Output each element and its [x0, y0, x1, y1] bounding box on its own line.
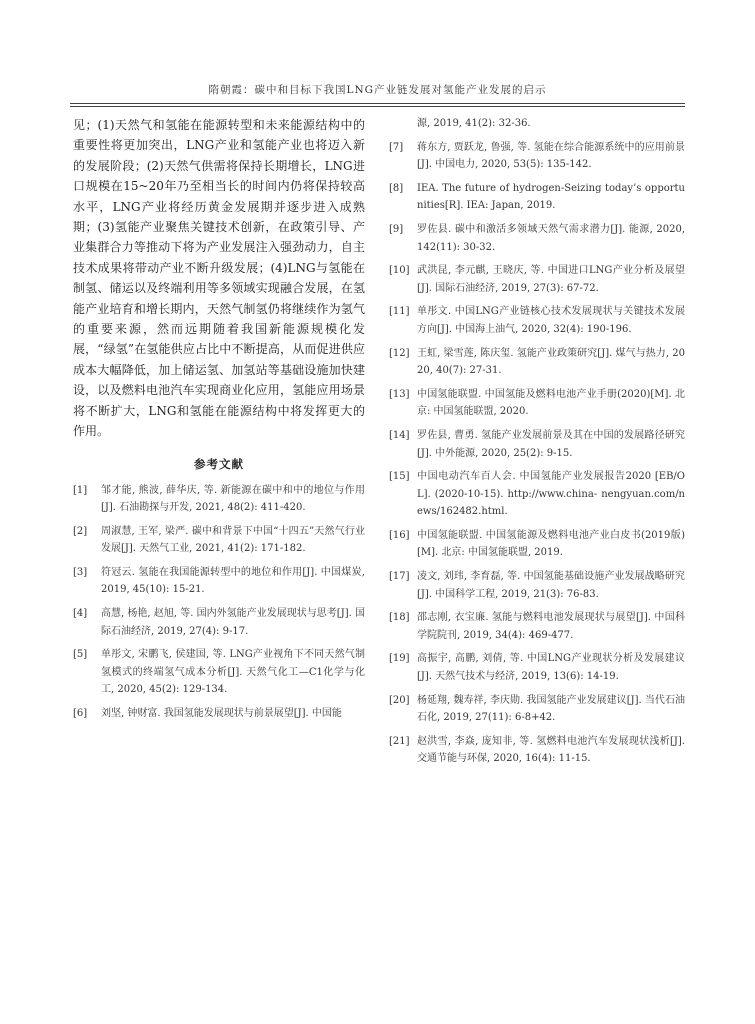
reference-text: 罗佐县, 曹勇. 氢能产业发展前景及其在中国的发展路径研究[J]. 中外能源, 2020, 25(2): 9-15. — [417, 429, 685, 459]
reference-number: [21] — [389, 735, 410, 747]
running-header: 隋朝霞：碳中和目标下我国LNG产业链发展对氢能产业发展的启示 — [208, 84, 547, 96]
reference-item — [389, 180, 685, 215]
reference-number: [10] — [389, 265, 410, 277]
reference-item — [389, 345, 685, 380]
reference-text: 王虹, 梁雪莲, 陈庆玺. 氢能产业政策研究[J]. 煤气与热力, 2020, 40(7): 27-31. — [417, 347, 685, 377]
reference-text: 单彤文, 宋鹏飞, 侯建国, 等. LNG产业视角下不同天然气制氢模式的终端氢气成本分析[J]. 天然气化工—C1化学与化工, 2020, 45(2): 129-134. — [101, 649, 365, 696]
reference-text: 周淑慧, 王军, 梁严. 碳中和背景下中国“十四五”天然气行业发展[J]. 天然气工业, 2021, 41(2): 171-182. — [101, 525, 365, 555]
reference-item — [389, 650, 685, 685]
reference-number: [14] — [389, 429, 410, 441]
reference-number: [9] — [389, 223, 404, 235]
reference-item — [389, 427, 685, 462]
reference-text: 中国氢能联盟. 中国氢能及燃料电池产业手册(2020)[M]. 北京: 中国氢能联盟, 2020. — [417, 388, 685, 418]
reference-text: 凌文, 刘玮, 李育磊, 等. 中国氢能基础设施产业发展战略研究[J]. 中国科学工程, 2019, 21(3): 76-83. — [417, 571, 685, 600]
references-heading: 参考文献 — [194, 456, 244, 471]
reference-text: 单彤文. 中国LNG产业链核心技术发展现状与关键技术发展方向[J]. 中国海上油气, 2020, 32(4): 190-196. — [417, 306, 685, 335]
reference-text: 中国电动汽车百人会. 中国氢能产业发展报告2020 [EB/OL]. (2020-10-15). http://www.china- nengyuan.com/news/162482.html. — [417, 471, 685, 518]
reference-text: 高慧, 杨艳, 赵旭, 等. 国内外氢能产业发展现状与思考[J]. 国际石油经济, 2019, 27(4): 9-17. — [101, 608, 365, 637]
reference-number: [3] — [73, 566, 88, 578]
reference-item — [389, 386, 685, 421]
header-rule-bottom — [70, 106, 685, 107]
reference-text: 高振宇, 高鹏, 刘倩, 等. 中国LNG产业现状分析及发展建议[J]. 天然气技术与经济, 2019, 13(6): 14-19. — [417, 653, 685, 683]
reference-number: [2] — [73, 525, 88, 537]
reference-item — [389, 221, 685, 256]
reference-item — [389, 139, 685, 174]
left-column — [73, 115, 365, 729]
reference-number: [8] — [389, 182, 404, 194]
reference-number: [4] — [73, 608, 88, 620]
reference-item — [73, 564, 365, 599]
reference-text: 符冠云. 氢能在我国能源转型中的地位和作用[J]. 中国煤炭, 2019, 45(10): 15-21. — [101, 566, 365, 596]
reference-item — [389, 568, 685, 603]
reference-item — [73, 523, 365, 558]
reference-number: [16] — [389, 529, 410, 541]
body-text — [73, 115, 365, 442]
reference-number: [5] — [73, 649, 88, 661]
references-list-left — [73, 482, 365, 723]
reference-text: 杨延翔, 魏寿祥, 李庆勋. 我国氢能产业发展建议[J]. 当代石油石化, 2019, 27(11): 6-8+42. — [417, 694, 685, 724]
reference-number: [17] — [389, 571, 410, 583]
references-list-right — [389, 139, 685, 768]
reference-number: [12] — [389, 347, 410, 359]
reference-continuation: 源, 2019, 41(2): 32-36. — [417, 118, 531, 129]
reference-text: 中国氢能联盟. 中国氢能源及燃料电池产业白皮书(2019版)[M]. 北京: 中国氢能联盟, 2019. — [417, 529, 685, 559]
reference-item — [389, 468, 685, 521]
reference-item — [73, 705, 365, 723]
reference-text: 赵洪雪, 李焱, 庞知非, 等. 氢燃料电池汽车发展现状浅析[J]. 交通节能与环保, 2020, 16(4): 11-15. — [417, 735, 685, 765]
reference-item — [389, 527, 685, 562]
reference-item — [389, 692, 685, 727]
reference-item — [389, 262, 685, 297]
reference-text: 武洪昆, 李元麒, 王晓庆, 等. 中国进口LNG产业分析及展望[J]. 国际石油经济, 2019, 27(3): 67-72. — [417, 265, 685, 294]
reference-number: [6] — [73, 708, 88, 720]
reference-item — [389, 733, 685, 768]
reference-text: IEA. The future of hydrogen-Seizing today’s opportunities[R]. IEA: Japan, 2019. — [417, 182, 685, 212]
reference-number: [18] — [389, 612, 410, 624]
reference-number: [19] — [389, 653, 410, 665]
right-column — [389, 115, 685, 774]
reference-text: 罗佐县. 碳中和激活多领域天然气需求潜力[J]. 能源, 2020, 142(11): 30-32. — [417, 223, 685, 253]
conclusion-paragraph: 见；(1)天然气和氢能在能源转型和未来能源结构中的重要性将更加突出，LNG产业和氢能产业也将迈入新的发展阶段；(2)天然气供需将保持长期增长，LNG进口规模在15~20年乃至相当长的时间内仍将保持较高水平，LNG产业将经历黄金发展期并逐步进入成熟期；(3)氢能产业聚焦关键技术创新，在政策引导、产业集群合力等推动下将为产业发展注入强劲动力，自主技术成果将带动产业不断升级发展；(4)LNG与氢能在制氢、储运以及终端利用等多领域实现融合发展，在氢能产业培育和增长期内，天然气制氢仍将继续作为氢气的重要来源，然而远期随着我国新能源规模化发展，“绿氢”在氢能供应占比中不断提高，从而促进供应成本大幅降低，加上储运氢、加氢站等基础设施加快建设，以及燃料电池汽车实现商业化应用，氢能应用场景将不断扩大，LNG和氢能在能源结构中将发挥更大的作用。 — [73, 118, 365, 439]
header-rule-top — [70, 103, 685, 104]
reference-number: [20] — [389, 694, 410, 706]
reference-number: [1] — [73, 484, 88, 496]
reference-text: 蒋东方, 贾跃龙, 鲁强, 等. 氢能在综合能源系统中的应用前景[J]. 中国电力, 2020, 53(5): 135-142. — [417, 141, 685, 171]
reference-number: [15] — [389, 471, 410, 483]
reference-number: [11] — [389, 306, 410, 318]
reference-item — [73, 605, 365, 640]
reference-item — [389, 609, 685, 644]
reference-item — [73, 646, 365, 699]
reference-text: 邵志刚, 衣宝廉. 氢能与燃料电池发展现状与展望[J]. 中国科学院院刊, 2019, 34(4): 469-477. — [417, 612, 685, 641]
reference-text: 邹才能, 熊波, 薛华庆, 等. 新能源在碳中和中的地位与作用[J]. 石油勘探与开发, 2021, 48(2): 411-420. — [101, 484, 365, 514]
reference-text: 刘坚, 钟财富. 我国氢能发展现状与前景展望[J]. 中国能 — [101, 708, 342, 720]
reference-number: [7] — [389, 141, 404, 153]
reference-number: [13] — [389, 388, 410, 400]
reference-item — [389, 303, 685, 338]
reference-item — [73, 482, 365, 517]
